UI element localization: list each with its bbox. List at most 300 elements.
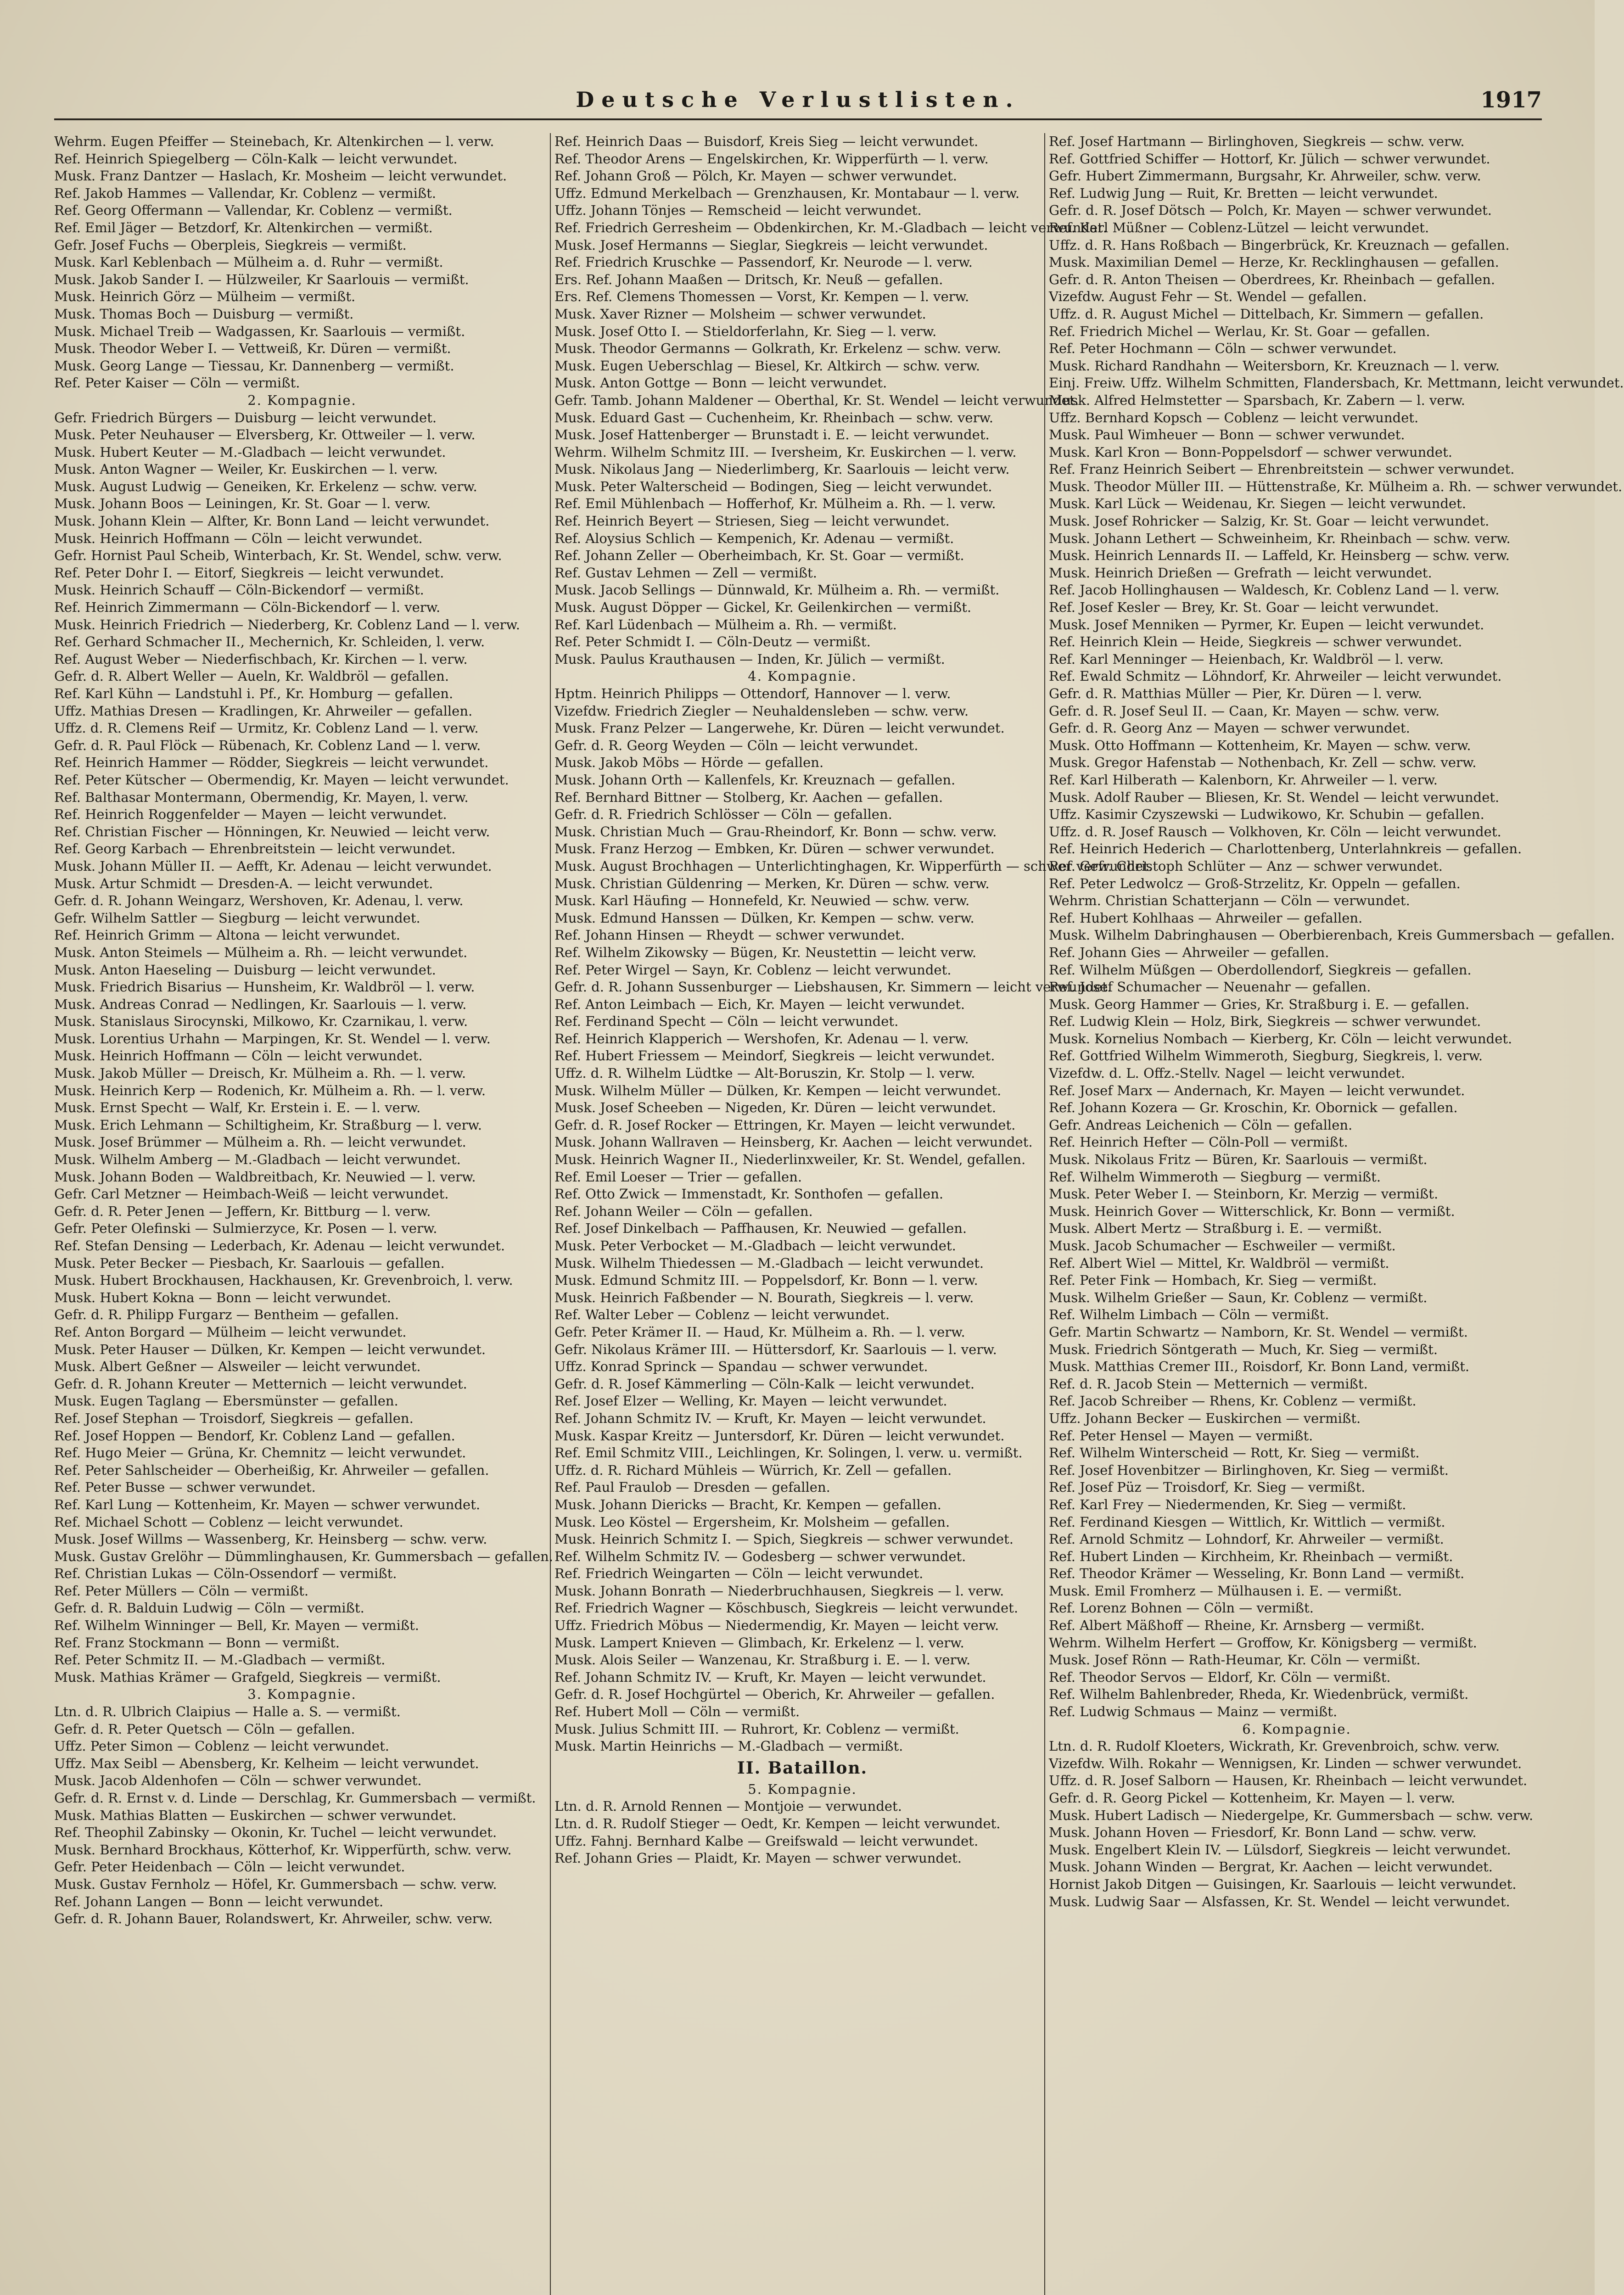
casualty-entry: Ltn. d. R. Rudolf Stieger — Oedt, Kr. Kempen — leicht verwundet. (554, 1816, 1001, 1831)
casualty-entry: Ref. Gottfried Wilhelm Wimmeroth, Siegburg, Siegkreis, l. verw. (1049, 1048, 1483, 1064)
casualty-entry: Ref. Heinrich Hederich — Charlottenberg, Unterlahnkreis — gefallen. (1049, 841, 1522, 857)
casualty-entry: Musk. Mathias Blatten — Euskirchen — schwer verwundet. (54, 1807, 457, 1823)
casualty-entry: Ref. Karl Kühn — Landstuhl i. Pf., Kr. Homburg — gefallen. (54, 686, 454, 701)
casualty-entry: Musk. Albert Mertz — Straßburg i. E. — vermißt. (1049, 1220, 1382, 1237)
casualty-entry: Ltn. d. R. Ulbrich Claipius — Halle a. S. — vermißt. (54, 1704, 401, 1720)
casualty-entry: Ref. Josef Kesler — Brey, Kr. St. Goar — leicht verwundet. (1049, 599, 1439, 616)
casualty-entry: Ref. Peter Schmidt I. — Cöln-Deutz — vermißt. (554, 634, 871, 650)
casualty-entry: Musk. Peter Weber I. — Steinborn, Kr. Merzig — vermißt. (1049, 1186, 1439, 1202)
casualty-entry: Ref. Friedrich Gerresheim — Obdenkirchen, Kr. M.-Gladbach — leicht verwundet. (554, 219, 1107, 235)
casualty-entry: Musk. Edmund Hanssen — Dülken, Kr. Kempen — schw. verw. (554, 910, 974, 926)
casualty-entry: Ref. Josef Dinkelbach — Paffhausen, Kr. Neuwied — gefallen. (554, 1220, 967, 1237)
casualty-entry: Musk. Gustav Fernholz — Höfel, Kr. Gummersbach — schw. verw. (54, 1876, 497, 1892)
casualty-entry: Ref. Heinrich Hammer — Rödder, Siegkreis — leicht verwundet. (54, 755, 489, 771)
casualty-entry: Musk. Engelbert Klein IV. — Lülsdorf, Siegkreis — leicht verwundet. (1049, 1842, 1511, 1858)
casualty-entry: Musk. Christian Much — Grau-Rheindorf, Kr. Bonn — schw. verw. (554, 823, 997, 840)
casualty-entry: Gefr. d. R. Friedrich Schlösser — Cöln — gefallen. (554, 806, 892, 823)
casualty-entry: Ref. Josef Hovenbitzer — Birlinghoven, Kr. Sieg — vermißt. (1049, 1462, 1449, 1478)
casualty-entry: Musk. Paulus Krauthausen — Inden, Kr. Jülich — vermißt. (554, 651, 945, 667)
section-heading: 3. Kompagnie. (247, 1686, 357, 1702)
casualty-entry: Ref. Christian Lukas — Cöln-Ossendorf — vermißt. (54, 1566, 397, 1582)
casualty-entry: Ref. Stefan Densing — Lederbach, Kr. Adenau — leicht verwundet. (54, 1238, 505, 1254)
casualty-entry: Musk. Eugen Taglang — Ebersmünster — gefallen. (54, 1393, 398, 1409)
casualty-entry: Ref. Josef Püz — Troisdorf, Kr. Sieg — vermißt. (1049, 1479, 1366, 1495)
text-column-right (1049, 133, 1624, 1910)
casualty-entry: Gefr. d. R. Albert Weller — Aueln, Kr. Waldbröl — gefallen. (54, 668, 449, 684)
casualty-entry: Uffz. Kasimir Czyszewski — Ludwikowo, Kr. Schubin — gefallen. (1049, 806, 1484, 823)
casualty-entry: Musk. Eduard Gast — Cuchenheim, Kr. Rheinbach — schw. verw. (554, 409, 993, 425)
casualty-entry: Musk. Adolf Rauber — Bliesen, Kr. St. Wendel — leicht verwundet. (1049, 789, 1500, 805)
casualty-entry: Ref. Aloysius Schlich — Kempenich, Kr. Adenau — vermißt. (554, 530, 954, 546)
casualty-entry: Gefr. Andreas Leichenich — Cöln — gefallen. (1049, 1117, 1353, 1133)
casualty-entry: Ref. Wilhelm Winninger — Bell, Kr. Mayen — vermißt. (54, 1618, 420, 1634)
casualty-entry: Musk. Alois Seiler — Wanzenau, Kr. Straßburg i. E. — l. verw. (554, 1652, 971, 1668)
casualty-entry: Musk. Friedrich Söntgerath — Much, Kr. Sieg — vermißt. (1049, 1341, 1438, 1357)
casualty-entry: Ref. Karl Lung — Kottenheim, Kr. Mayen — schwer verwundet. (54, 1496, 481, 1512)
casualty-entry: Einj. Freiw. Uffz. Wilhelm Schmitten, Flandersbach, Kr. Mettmann, leicht verwundet. (1049, 375, 1624, 391)
casualty-entry: Ref. Wilhelm Limbach — Cöln — vermißt. (1049, 1307, 1329, 1323)
casualty-entry: Wehrm. Eugen Pfeiffer — Steinebach, Kr. Altenkirchen — l. verw. (54, 134, 494, 149)
casualty-entry: Vizefdw. Friedrich Ziegler — Neuhaldensleben — schw. verw. (554, 703, 969, 719)
casualty-entry: Ref. Theodor Arens — Engelskirchen, Kr. Wipperfürth — l. verw. (554, 151, 989, 167)
casualty-entry: Uffz. Friedrich Möbus — Niedermendig, Kr. Mayen — leicht verw. (554, 1618, 999, 1634)
casualty-entry: Ref. Emil Schmitz VIII., Leichlingen, Kr. Solingen, l. verw. u. vermißt. (554, 1445, 1023, 1461)
casualty-entry: Musk. Otto Hoffmann — Kottenheim, Kr. Mayen — schw. verw. (1049, 737, 1471, 753)
casualty-entry: Ref. Michael Schott — Coblenz — leicht verwundet. (54, 1514, 403, 1530)
casualty-entry: Gefr. d. R. Paul Flöck — Rübenach, Kr. Coblenz Land — l. verw. (54, 737, 481, 753)
casualty-entry: Gefr. d. R. Philipp Furgarz — Bentheim — gefallen. (54, 1307, 399, 1323)
casualty-entry: Ref. Hubert Moll — Cöln — vermißt. (554, 1704, 800, 1720)
casualty-entry: Ref. Peter Sahlscheider — Oberheißig, Kr. Ahrweiler — gefallen. (54, 1462, 489, 1478)
casualty-entry: Gefr. d. R. Johann Weingarz, Wershoven, Kr. Adenau, l. verw. (54, 893, 464, 909)
casualty-entry: Musk. Peter Hauser — Dülken, Kr. Kempen — leicht verwundet. (54, 1341, 486, 1357)
casualty-entry: Musk. Heinrich Schmitz I. — Spich, Siegkreis — schwer verwundet. (554, 1531, 1014, 1547)
casualty-entry: Musk. Wilhelm Grießer — Saun, Kr. Coblenz — vermißt. (1049, 1289, 1428, 1305)
casualty-entry: Ref. Georg Offermann — Vallendar, Kr. Coblenz — vermißt. (54, 202, 453, 218)
casualty-entry: Ref. Peter Busse — schwer verwundet. (54, 1479, 316, 1495)
casualty-entry: Ers. Ref. Clemens Thomessen — Vorst, Kr. Kempen — l. verw. (554, 289, 969, 305)
casualty-entry: Musk. Georg Hammer — Gries, Kr. Straßburg i. E. — gefallen. (1049, 996, 1470, 1012)
casualty-entry: Musk. Richard Randhahn — Weitersborn, Kr. Kreuznach — l. verw. (1049, 358, 1500, 374)
casualty-entry: Gefr. d. R. Anton Theisen — Oberdrees, Kr. Rheinbach — gefallen. (1049, 271, 1495, 287)
casualty-entry: Musk. Xaver Rizner — Molsheim — schwer verwundet. (554, 306, 926, 322)
casualty-entry: Ltn. d. R. Arnold Rennen — Montjoie — verwundet. (554, 1798, 902, 1814)
casualty-entry: Ref. Peter Fink — Hombach, Kr. Sieg — vermißt. (1049, 1272, 1377, 1288)
casualty-entry: Musk. Johann Müller II. — Aefft, Kr. Adenau — leicht verwundet. (54, 858, 492, 874)
header-rule (54, 118, 1542, 120)
casualty-entry: Ref. Heinrich Hefter — Cöln-Poll — vermißt. (1049, 1134, 1348, 1150)
casualty-entry: Uffz. d. R. Josef Salborn — Hausen, Kr. Rheinbach — leicht verwundet. (1049, 1773, 1528, 1789)
casualty-entry: Ref. Friedrich Weingarten — Cöln — leicht verwundet. (554, 1566, 924, 1582)
casualty-entry: Ref. Johann Gies — Ahrweiler — gefallen. (1049, 944, 1329, 960)
casualty-entry: Uffz. d. R. August Michel — Dittelbach, Kr. Simmern — gefallen. (1049, 306, 1484, 322)
casualty-entry: Ref. Franz Stockmann — Bonn — vermißt. (54, 1634, 340, 1651)
casualty-entry: Musk. Hubert Keuter — M.-Gladbach — leicht verwundet. (54, 444, 446, 460)
casualty-entry: Musk. Jakob Sander I. — Hülzweiler, Kr Saarlouis — vermißt. (54, 271, 469, 287)
casualty-entry: Ref. Hubert Linden — Kirchheim, Kr. Rheinbach — vermißt. (1049, 1548, 1453, 1564)
casualty-entry: Gefr. Hubert Zimmermann, Burgsahr, Kr. Ahrweiler, schw. verw. (1049, 168, 1481, 184)
casualty-entry: Ref. Johann Zeller — Oberheimbach, Kr. St. Goar — vermißt. (554, 548, 964, 564)
casualty-entry: Musk. Jacob Aldenhofen — Cöln — schwer verwundet. (54, 1773, 422, 1789)
casualty-entry: Musk. Matthias Cremer III., Roisdorf, Kr. Bonn Land, vermißt. (1049, 1359, 1470, 1375)
section-heading: 5. Kompagnie. (748, 1781, 857, 1797)
casualty-entry: Musk. Heinrich Görz — Mülheim — vermißt. (54, 289, 356, 305)
casualty-entry: Musk. Wilhelm Dabringhausen — Oberbierenbach, Kreis Gummersbach — gefallen. (1049, 927, 1615, 943)
casualty-entry: Ref. Heinrich Klapperich — Wershofen, Kr. Adenau — l. verw. (554, 1030, 969, 1047)
casualty-entry: Musk. Gregor Hafenstab — Nothenbach, Kr. Zell — schw. verw. (1049, 755, 1477, 771)
casualty-entry: Musk. Heinrich Gover — Witterschlick, Kr. Bonn — vermißt. (1049, 1203, 1455, 1219)
casualty-entry: Musk. Theodor Müller III. — Hüttenstraße, Kr. Mülheim a. Rh. — schwer verwundet. (1049, 478, 1623, 494)
casualty-entry: Musk. Johann Bonrath — Niederbruchhausen, Siegkreis — l. verw. (554, 1583, 1004, 1599)
casualty-entry: Musk. Theodor Weber I. — Vettweiß, Kr. Düren — vermißt. (54, 341, 451, 357)
casualty-entry: Ref. Anton Leimbach — Eich, Kr. Mayen — leicht verwundet. (554, 996, 965, 1012)
casualty-entry: Musk. Karl Häufing — Honnefeld, Kr. Neuwied — schw. verw. (554, 893, 970, 909)
casualty-entry: Musk. Jakob Möbs — Hörde — gefallen. (554, 755, 824, 771)
casualty-entry: Gefr. d. R. Peter Jenen — Jeffern, Kr. Bittburg — l. verw. (54, 1203, 431, 1219)
section-heading: 2. Kompagnie. (247, 392, 357, 408)
casualty-entry: Ref. Wilhelm Zikowsky — Bügen, Kr. Neustettin — leicht verw. (554, 944, 977, 960)
casualty-entry: Ref. August Weber — Niederfischbach, Kr. Kirchen — l. verw. (54, 651, 468, 667)
casualty-entry: Musk. Wilhelm Amberg — M.-Gladbach — leicht verwundet. (54, 1152, 461, 1168)
casualty-entry: Uffz. Johann Tönjes — Remscheid — leicht verwundet. (554, 202, 922, 218)
casualty-entry: Wehrm. Wilhelm Herfert — Groffow, Kr. Königsberg — vermißt. (1049, 1634, 1477, 1651)
casualty-entry: Gefr. Friedrich Bürgers — Duisburg — leicht verwundet. (54, 409, 437, 425)
casualty-entry: Ref. Paul Fraulob — Dresden — gefallen. (554, 1479, 830, 1495)
casualty-entry: Musk. Franz Dantzer — Haslach, Kr. Mosheim — leicht verwundet. (54, 168, 507, 184)
casualty-entry: Wehrm. Christian Schatterjann — Cöln — verwundet. (1049, 893, 1410, 909)
casualty-entry: Musk. Heinrich Kerp — Rodenich, Kr. Mülheim a. Rh. — l. verw. (54, 1082, 486, 1098)
casualty-entry: Musk. Theodor Germanns — Golkrath, Kr. Erkelenz — schw. verw. (554, 341, 1002, 357)
casualty-entry: Gefr. d. R. Georg Weyden — Cöln — leicht verwundet. (554, 737, 918, 753)
casualty-entry: Vizefdw. d. L. Offz.-Stellv. Nagel — leicht verwundet. (1049, 1065, 1406, 1081)
casualty-entry: Ref. d. R. Jacob Stein — Metternich — vermißt. (1049, 1376, 1368, 1392)
casualty-entry: Musk. Alfred Helmstetter — Sparsbach, Kr. Zabern — l. verw. (1049, 392, 1466, 408)
casualty-entry: Ref. Franz Heinrich Seibert — Ehrenbreitstein — schwer verwundet. (1049, 461, 1515, 477)
casualty-entry: Ref. Gefr. Christoph Schlüter — Anz — schwer verwundet. (1049, 858, 1443, 874)
casualty-entry: Musk. Heinrich Schauff — Cöln-Bickendorf — vermißt. (54, 582, 424, 598)
casualty-entry: Uffz. d. R. Hans Roßbach — Bingerbrück, Kr. Kreuznach — gefallen. (1049, 237, 1510, 253)
casualty-entry: Ref. Emil Jäger — Betzdorf, Kr. Altenkirchen — vermißt. (54, 219, 433, 235)
casualty-entry: Vizefdw. August Fehr — St. Wendel — gefallen. (1049, 289, 1367, 305)
casualty-entry: Gefr. d. R. Johann Sussenburger — Liebshausen, Kr. Simmern — leicht verwundet. (554, 979, 1112, 995)
casualty-entry: Ref. Theodor Krämer — Wesseling, Kr. Bonn Land — vermißt. (1049, 1566, 1465, 1582)
casualty-entry: Musk. Johann Boos — Leiningen, Kr. St. Goar — l. verw. (54, 496, 431, 512)
casualty-entry: Ref. Hubert Friessem — Meindorf, Siegkreis — leicht verwundet. (554, 1048, 995, 1064)
casualty-entry: Gefr. d. R. Josef Kämmerling — Cöln-Kalk — leicht verwundet. (554, 1376, 975, 1392)
casualty-entry: Ref. Wilhelm Schmitz IV. — Godesberg — schwer verwundet. (554, 1548, 966, 1564)
casualty-entry: Ref. Theophil Zabinsky — Okonin, Kr. Tuchel — leicht verwundet. (54, 1825, 497, 1841)
casualty-entry: Musk. Heinrich Friedrich — Niederberg, Kr. Coblenz Land — l. verw. (54, 616, 520, 633)
casualty-entry: Gefr. d. R. Georg Pickel — Kottenheim, Kr. Mayen — l. verw. (1049, 1790, 1456, 1806)
casualty-entry: Gefr. d. R. Peter Quetsch — Cöln — gefallen. (54, 1721, 355, 1737)
casualty-entry: Musk. August Ludwig — Geneiken, Kr. Erkelenz — schw. verw. (54, 478, 477, 494)
casualty-entry: Ref. Albert Mäßhoff — Rheine, Kr. Arnsberg — vermißt. (1049, 1618, 1425, 1634)
casualty-entry: Musk. Albert Geßner — Alsweiler — leicht verwundet. (54, 1359, 421, 1375)
casualty-entry: Ref. Johann Weiler — Cöln — gefallen. (554, 1203, 813, 1219)
casualty-entry: Musk. Heinrich Hoffmann — Cöln — leicht verwundet. (54, 530, 423, 546)
casualty-entry: Musk. Eugen Ueberschlag — Biesel, Kr. Altkirch — schw. verw. (554, 358, 980, 374)
casualty-entry: Musk. Mathias Krämer — Grafgeld, Siegkreis — vermißt. (54, 1669, 441, 1685)
casualty-entry: Ref. Emil Mühlenbach — Hofferhof, Kr. Mülheim a. Rh. — l. verw. (554, 496, 996, 512)
casualty-entry: Ref. Bernhard Bittner — Stolberg, Kr. Aachen — gefallen. (554, 789, 943, 805)
casualty-entry: Ref. Hugo Meier — Grüna, Kr. Chemnitz — leicht verwundet. (54, 1445, 466, 1461)
casualty-entry: Gefr. Carl Metzner — Heimbach-Weiß — leicht verwundet. (54, 1186, 449, 1202)
casualty-entry: Musk. Peter Becker — Piesbach, Kr. Saarlouis — gefallen. (54, 1255, 445, 1271)
casualty-entry: Gefr. Peter Olefinski — Sulmierzyce, Kr. Posen — l. verw. (54, 1220, 437, 1237)
casualty-entry: Uffz. Fahnj. Bernhard Kalbe — Greifswald — leicht verwundet. (554, 1833, 979, 1849)
casualty-entry: Musk. Karl Keblenbach — Mülheim a. d. Ruhr — vermißt. (54, 254, 443, 270)
section-heading: 4. Kompagnie. (748, 668, 857, 684)
casualty-entry: Musk. Georg Lange — Tiessau, Kr. Dannenberg — vermißt. (54, 358, 454, 374)
casualty-entry: Ref. Heinrich Roggenfelder — Mayen — leicht verwundet. (54, 806, 447, 823)
casualty-entry: Musk. Ernst Specht — Walf, Kr. Erstein i. E. — l. verw. (54, 1100, 421, 1116)
casualty-entry: Musk. Josef Hattenberger — Brunstadt i. E. — leicht verwundet. (554, 427, 990, 443)
casualty-entry: Hornist Jakob Ditgen — Guisingen, Kr. Saarlouis — leicht verwundet. (1049, 1876, 1517, 1892)
casualty-entry: Musk. Franz Pelzer — Langerwehe, Kr. Düren — leicht verwundet. (554, 720, 1005, 736)
casualty-entry: Musk. Heinrich Lennards II. — Laffeld, Kr. Heinsberg — schw. verw. (1049, 548, 1510, 564)
casualty-entry: Ref. Karl Hilberath — Kalenborn, Kr. Ahrweiler — l. verw. (1049, 772, 1438, 788)
casualty-entry: Ref. Ferdinand Specht — Cöln — leicht verwundet. (554, 1013, 899, 1030)
casualty-entry: Gefr. d. R. Balduin Ludwig — Cöln — vermißt. (54, 1600, 364, 1616)
text-column-left (54, 133, 554, 1928)
casualty-entry: Uffz. Peter Simon — Coblenz — leicht verwundet. (54, 1738, 389, 1754)
casualty-entry: Ref. Peter Schmitz II. — M.-Gladbach — vermißt. (54, 1652, 386, 1668)
casualty-entry: Uffz. d. R. Clemens Reif — Urmitz, Kr. Coblenz Land — l. verw. (54, 720, 479, 736)
casualty-entry: Gefr. Peter Krämer II. — Haud, Kr. Mülheim a. Rh. — l. verw. (554, 1324, 965, 1340)
casualty-entry: Ref. Johann Groß — Pölch, Kr. Mayen — schwer verwundet. (554, 168, 957, 184)
casualty-entry: Ref. Peter Müllers — Cöln — vermißt. (54, 1583, 309, 1599)
casualty-entry: Gefr. Josef Fuchs — Oberpleis, Siegkreis — vermißt. (54, 237, 407, 253)
casualty-entry: Musk. Heinrich Drießen — Grefrath — leicht verwundet. (1049, 565, 1432, 581)
casualty-entry: Ref. Jacob Hollinghausen — Waldesch, Kr. Coblenz Land — l. verw. (1049, 582, 1500, 598)
casualty-entry: Musk. Michael Treib — Wadgassen, Kr. Saarlouis — vermißt. (54, 323, 465, 339)
casualty-entry: Ref. Heinrich Grimm — Altona — leicht verwundet. (54, 927, 400, 943)
casualty-entry: Musk. Christian Güldenring — Merken, Kr. Düren — schw. verw. (554, 875, 990, 891)
casualty-entry: Ref. Ewald Schmitz — Löhndorf, Kr. Ahrweiler — leicht verwundet. (1049, 668, 1502, 684)
casualty-entry: Ref. Arnold Schmitz — Lohndorf, Kr. Ahrweiler — vermißt. (1049, 1531, 1444, 1547)
casualty-entry: Musk. Nikolaus Jang — Niederlimberg, Kr. Saarlouis — leicht verw. (554, 461, 1010, 477)
casualty-entry: Musk. Friedrich Bisarius — Hunsheim, Kr. Waldbröl — l. verw. (54, 979, 475, 995)
casualty-entry: Ref. Christian Fischer — Hönningen, Kr. Neuwied — leicht verw. (54, 823, 490, 840)
casualty-entry: Gefr. d. R. Josef Rocker — Ettringen, Kr. Mayen — leicht verwundet. (554, 1117, 1016, 1133)
casualty-entry: Uffz. Konrad Sprinck — Spandau — schwer verwundet. (554, 1359, 928, 1375)
casualty-entry: Ref. Josef Stephan — Troisdorf, Siegkreis — gefallen. (54, 1410, 414, 1426)
casualty-entry: Musk. August Döpper — Gickel, Kr. Geilenkirchen — vermißt. (554, 599, 972, 616)
casualty-entry: Vizefdw. Wilh. Rokahr — Wennigsen, Kr. Linden — schwer verwundet. (1049, 1755, 1522, 1771)
casualty-entry: Musk. Karl Kron — Bonn-Poppelsdorf — schwer verwundet. (1049, 444, 1452, 460)
casualty-entry: Ltn. d. R. Rudolf Kloeters, Wickrath, Kr. Grevenbroich, schw. verw. (1049, 1738, 1500, 1754)
casualty-entry: Ref. Peter Kaiser — Cöln — vermißt. (54, 375, 300, 391)
casualty-entry: Musk. Anton Steimels — Mülheim a. Rh. — leicht verwundet. (54, 944, 468, 960)
casualty-entry: Musk. Hubert Kokna — Bonn — leicht verwundet. (54, 1289, 392, 1305)
casualty-entry: Ref. Emil Loeser — Trier — gefallen. (554, 1169, 802, 1185)
casualty-entry: Ref. Josef Elzer — Welling, Kr. Mayen — leicht verwundet. (554, 1393, 947, 1409)
casualty-entry: Ref. Heinrich Spiegelberg — Cöln-Kalk — leicht verwundet. (54, 151, 458, 167)
casualty-entry: Ref. Friedrich Kruschke — Passendorf, Kr. Neurode — l. verw. (554, 254, 973, 270)
publication-title: Deutsche Verlustlisten. (576, 87, 1020, 112)
casualty-entry: Gefr. Hornist Paul Scheib, Winterbach, Kr. St. Wendel, schw. verw. (54, 548, 502, 564)
casualty-entry: Ref. Ludwig Jung — Ruit, Kr. Bretten — leicht verwundet. (1049, 185, 1438, 201)
casualty-entry: Gefr. d. R. Ernst v. d. Linde — Derschlag, Kr. Gummersbach — vermißt. (54, 1790, 536, 1806)
casualty-entry: Gefr. Tamb. Johann Maldener — Oberthal, Kr. St. Wendel — leicht verwundet. (554, 392, 1079, 408)
casualty-entry: Ref. Albert Wiel — Mittel, Kr. Waldbröl — vermißt. (1049, 1255, 1389, 1271)
casualty-entry: Ref. Jakob Hammes — Vallendar, Kr. Coblenz — vermißt. (54, 185, 437, 201)
casualty-entry: Ref. Johann Schmitz IV. — Kruft, Kr. Mayen — leicht verwundet. (554, 1669, 986, 1685)
casualty-entry: Musk. Andreas Conrad — Nedlingen, Kr. Saarlouis — l. verw. (54, 996, 467, 1012)
casualty-entry: Ref. Heinrich Klein — Heide, Siegkreis — schwer verwundet. (1049, 634, 1462, 650)
casualty-entry: Musk. Josef Scheeben — Nigeden, Kr. Düren — leicht verwundet. (554, 1100, 997, 1116)
casualty-entry: Musk. Johann Lethert — Schweinheim, Kr. Rheinbach — schw. verw. (1049, 530, 1511, 546)
casualty-entry: Ref. Anton Borgard — Mülheim — leicht verwundet. (54, 1324, 407, 1340)
casualty-entry: Ref. Gustav Lehmen — Zell — vermißt. (554, 565, 817, 581)
casualty-entry: Ref. Wilhelm Müßgen — Oberdollendorf, Siegkreis — gefallen. (1049, 962, 1472, 978)
casualty-entry: Musk. Kornelius Nombach — Kierberg, Kr. Cöln — leicht verwundet. (1049, 1030, 1512, 1047)
section-heading: 6. Kompagnie. (1242, 1721, 1351, 1737)
casualty-entry: Ref. Gerhard Schmacher II., Mechernich, Kr. Schleiden, l. verw. (54, 634, 485, 650)
casualty-entry: Gefr. d. R. Josef Dötsch — Polch, Kr. Mayen — schwer verwundet. (1049, 202, 1492, 218)
casualty-entry: Gefr. d. R. Georg Anz — Mayen — schwer verwundet. (1049, 720, 1410, 736)
casualty-entry: Ref. Walter Leber — Coblenz — leicht verwundet. (554, 1307, 890, 1323)
casualty-entry: Uffz. Max Seibl — Abensberg, Kr. Kelheim — leicht verwundet. (54, 1755, 479, 1771)
casualty-entry: Musk. Anton Gottge — Bonn — leicht verwundet. (554, 375, 887, 391)
casualty-entry: Musk. Jacob Sellings — Dünnwald, Kr. Mülheim a. Rh. — vermißt. (554, 582, 1000, 598)
casualty-entry: Musk. Gustav Grelöhr — Dümmlinghausen, Kr. Gummersbach — gefallen. (54, 1548, 554, 1564)
casualty-entry: Musk. Edmund Schmitz III. — Poppelsdorf, Kr. Bonn — l. verw. (554, 1272, 978, 1288)
casualty-entry: Gefr. d. R. Johann Bauer, Rolandswert, Kr. Ahrweiler, schw. verw. (54, 1911, 493, 1927)
casualty-entry: Musk. Josef Rohricker — Salzig, Kr. St. Goar — leicht verwundet. (1049, 513, 1490, 529)
casualty-entry: Ref. Friedrich Wagner — Köschbusch, Siegkreis — leicht verwundet. (554, 1600, 1019, 1616)
casualty-entry: Ref. Peter Wirgel — Sayn, Kr. Coblenz — leicht verwundet. (554, 962, 952, 978)
page-number: 1917 (1480, 87, 1542, 113)
casualty-entry: Ref. Peter Hensel — Mayen — vermißt. (1049, 1427, 1313, 1444)
casualty-entry: Musk. Johann Winden — Bergrat, Kr. Aachen — leicht verwundet. (1049, 1859, 1493, 1875)
casualty-entry: Uffz. d. R. Richard Mühleis — Würrich, Kr. Zell — gefallen. (554, 1462, 952, 1478)
casualty-entry: Musk. Nikolaus Fritz — Büren, Kr. Saarlouis — vermißt. (1049, 1152, 1428, 1168)
casualty-entry: Musk. Jakob Müller — Dreisch, Kr. Mülheim a. Rh. — l. verw. (54, 1065, 466, 1081)
casualty-entry: Uffz. Johann Becker — Euskirchen — vermißt. (1049, 1410, 1361, 1426)
casualty-entry: Musk. Emil Fromherz — Mülhausen i. E. — vermißt. (1049, 1583, 1402, 1599)
casualty-entry: Ref. Peter Ledwolcz — Groß-Strzelitz, Kr. Oppeln — gefallen. (1049, 875, 1461, 891)
casualty-entry: Musk. Johann Boden — Waldbreitbach, Kr. Neuwied — l. verw. (54, 1169, 476, 1185)
casualty-entry: Musk. Heinrich Hoffmann — Cöln — leicht verwundet. (54, 1048, 423, 1064)
casualty-entry: Ref. Johann Schmitz IV. — Kruft, Kr. Mayen — leicht verwundet. (554, 1410, 986, 1426)
casualty-entry: Uffz. Bernhard Kopsch — Coblenz — leicht verwundet. (1049, 409, 1419, 425)
casualty-entry: Musk. Jacob Schumacher — Eschweiler — vermißt. (1049, 1238, 1396, 1254)
casualty-entry: Musk. Josef Hermanns — Sieglar, Siegkreis — leicht verwundet. (554, 237, 988, 253)
casualty-entry: Musk. Josef Brümmer — Mülheim a. Rh. — leicht verwundet. (54, 1134, 466, 1150)
casualty-entry: Ref. Heinrich Zimmermann — Cöln-Bickendorf — l. verw. (54, 599, 441, 616)
casualty-entry: Gefr. d. R. Johann Kreuter — Metternich — leicht verwundet. (54, 1376, 467, 1392)
casualty-entry: Uffz. d. R. Wilhelm Lüdtke — Alt-Boruszin, Kr. Stolp — l. verw. (554, 1065, 975, 1081)
casualty-entry: Ref. Balthasar Montermann, Obermendig, Kr. Mayen, l. verw. (54, 789, 469, 805)
casualty-entry: Gefr. Nikolaus Krämer III. — Hüttersdorf, Kr. Saarlouis — l. verw. (554, 1341, 997, 1357)
casualty-entry: Musk. Martin Heinrichs — M.-Gladbach — vermißt. (554, 1738, 903, 1754)
casualty-entry: Musk. Johann Diericks — Bracht, Kr. Kempen — gefallen. (554, 1496, 941, 1512)
casualty-entry: Ref. Ludwig Schmaus — Mainz — vermißt. (1049, 1704, 1338, 1720)
casualty-entry: Musk. Ludwig Saar — Alsfassen, Kr. St. Wendel — leicht verwundet. (1049, 1893, 1510, 1909)
casualty-entry: Ref. Ludwig Klein — Holz, Birk, Siegkreis — schwer verwundet. (1049, 1013, 1481, 1030)
casualty-entry: Musk. Kaspar Kreitz — Juntersdorf, Kr. Düren — leicht verwundet. (554, 1427, 1005, 1444)
casualty-entry: Hptm. Heinrich Philipps — Ottendorf, Hannover — l. verw. (554, 686, 951, 701)
casualty-entry: Wehrm. Wilhelm Schmitz III. — Iversheim, Kr. Euskirchen — l. verw. (554, 444, 1017, 460)
casualty-entry: Musk. Paul Wimheuer — Bonn — schwer verwundet. (1049, 427, 1405, 443)
casualty-entry: Ref. Georg Karbach — Ehrenbreitstein — leicht verwundet. (54, 841, 456, 857)
casualty-entry: Musk. Johann Klein — Alfter, Kr. Bonn Land — leicht verwundet. (54, 513, 490, 529)
casualty-entry: Gefr. Martin Schwartz — Namborn, Kr. St. Wendel — vermißt. (1049, 1324, 1468, 1340)
casualty-entry: Musk. Johann Orth — Kallenfels, Kr. Kreuznach — gefallen. (554, 772, 956, 788)
section-heading: II. Bataillon. (737, 1758, 868, 1778)
casualty-entry: Ref. Otto Zwick — Immenstadt, Kr. Sonthofen — gefallen. (554, 1186, 944, 1202)
casualty-entry: Ref. Josef Schumacher — Neuenahr — gefallen. (1049, 979, 1371, 995)
casualty-entry: Musk. Erich Lehmann — Schiltigheim, Kr. Straßburg — l. verw. (54, 1117, 482, 1133)
casualty-entry: Ref. Josef Hoppen — Bendorf, Kr. Coblenz Land — gefallen. (54, 1427, 455, 1444)
casualty-entry: Musk. Johann Wallraven — Heinsberg, Kr. Aachen — leicht verwundet. (554, 1134, 1033, 1150)
casualty-entry: Musk. Josef Rönn — Rath-Heumar, Kr. Cöln — vermißt. (1049, 1652, 1421, 1668)
casualty-entry: Uffz. d. R. Josef Rausch — Volkhoven, Kr. Cöln — leicht verwundet. (1049, 823, 1501, 840)
casualty-entry: Musk. Artur Schmidt — Dresden-A. — leicht verwundet. (54, 875, 433, 891)
casualty-entry: Musk. Heinrich Wagner II., Niederlinxweiler, Kr. St. Wendel, gefallen. (554, 1152, 1026, 1168)
casualty-entry: Ref. Johann Hinsen — Rheydt — schwer verwundet. (554, 927, 905, 943)
casualty-entry: Musk. Leo Köstel — Ergersheim, Kr. Molsheim — gefallen. (554, 1514, 950, 1530)
casualty-entry: Ref. Johann Kozera — Gr. Kroschin, Kr. Obornick — gefallen. (1049, 1100, 1458, 1116)
casualty-entry: Gefr. d. R. Josef Hochgürtel — Oberich, Kr. Ahrweiler — gefallen. (554, 1686, 995, 1702)
casualty-entry: Ref. Wilhelm Winterscheid — Rott, Kr. Sieg — vermißt. (1049, 1445, 1420, 1461)
casualty-entry: Musk. Heinrich Faßbender — N. Bourath, Siegkreis — l. verw. (554, 1289, 974, 1305)
casualty-entry: Ref. Karl Lüdenbach — Mülheim a. Rh. — vermißt. (554, 616, 897, 633)
casualty-entry: Ref. Karl Frey — Niedermenden, Kr. Sieg — vermißt. (1049, 1496, 1406, 1512)
casualty-entry: Musk. Anton Wagner — Weiler, Kr. Euskirchen — l. verw. (54, 461, 438, 477)
casualty-entry: Ref. Johann Langen — Bonn — leicht verwundet. (54, 1893, 384, 1909)
casualty-entry: Ref. Heinrich Beyert — Striesen, Sieg — leicht verwundet. (554, 513, 950, 529)
casualty-entry: Musk. Josef Willms — Wassenberg, Kr. Heinsberg — schw. verw. (54, 1531, 487, 1547)
casualty-entry: Musk. Julius Schmitt III. — Ruhrort, Kr. Coblenz — vermißt. (554, 1721, 959, 1737)
text-column-middle (554, 133, 1153, 1867)
casualty-entry: Musk. Josef Otto I. — Stieldorferlahn, Kr. Sieg — l. verw. (554, 323, 937, 339)
casualty-entry: Musk. Lampert Knieven — Glimbach, Kr. Erkelenz — l. verw. (554, 1634, 964, 1651)
casualty-entry: Ref. Wilhelm Bahlenbreder, Rheda, Kr. Wiedenbrück, vermißt. (1049, 1686, 1469, 1702)
casualty-entry: Musk. Lorentius Urhahn — Marpingen, Kr. St. Wendel — l. verw. (54, 1030, 491, 1047)
casualty-entry: Ref. Lorenz Bohnen — Cöln — vermißt. (1049, 1600, 1314, 1616)
casualty-entry: Musk. Thomas Boch — Duisburg — vermißt. (54, 306, 354, 322)
casualty-entry: Musk. Wilhelm Müller — Dülken, Kr. Kempen — leicht verwundet. (554, 1082, 1002, 1098)
casualty-entry: Musk. Stanislaus Sirocynski, Milkowo, Kr. Czarnikau, l. verw. (54, 1013, 468, 1030)
casualty-entry: Ref. Theodor Servos — Eldorf, Kr. Cöln — vermißt. (1049, 1669, 1391, 1685)
casualty-entry: Musk. Hubert Brockhausen, Hackhausen, Kr. Grevenbroich, l. verw. (54, 1272, 513, 1288)
casualty-entry: Musk. Wilhelm Thiedessen — M.-Gladbach — leicht verwundet. (554, 1255, 984, 1271)
casualty-entry: Ref. Friedrich Michel — Werlau, Kr. St. Goar — gefallen. (1049, 323, 1430, 339)
casualty-entry: Ers. Ref. Johann Maaßen — Dritsch, Kr. Neuß — gefallen. (554, 271, 943, 287)
casualty-entry: Ref. Johann Gries — Plaidt, Kr. Mayen — schwer verwundet. (554, 1850, 962, 1866)
casualty-entry: Ref. Josef Marx — Andernach, Kr. Mayen — leicht verwundet. (1049, 1082, 1465, 1098)
casualty-entry: Uffz. Edmund Merkelbach — Grenzhausen, Kr. Montabaur — l. verw. (554, 185, 1020, 201)
casualty-entry: Ref. Josef Hartmann — Birlinghoven, Siegkreis — schw. verw. (1049, 134, 1465, 149)
casualty-entry: Gefr. Peter Heidenbach — Cöln — leicht verwundet. (54, 1859, 405, 1875)
casualty-entry: Musk. Karl Lück — Weidenau, Kr. Siegen — leicht verwundet. (1049, 496, 1467, 512)
casualty-entry: Gefr. d. R. Matthias Müller — Pier, Kr. Düren — l. verw. (1049, 686, 1422, 701)
casualty-entry: Musk. Hubert Ladisch — Niedergelpe, Kr. Gummersbach — schw. verw. (1049, 1807, 1534, 1823)
casualty-entry: Ref. Peter Kütscher — Obermendig, Kr. Mayen — leicht verwundet. (54, 772, 509, 788)
casualty-entry: Musk. Anton Haeseling — Duisburg — leicht verwundet. (54, 962, 436, 978)
column-divider (550, 133, 551, 2295)
casualty-entry: Ref. Ferdinand Kiesgen — Wittlich, Kr. Wittlich — vermißt. (1049, 1514, 1445, 1530)
casualty-entry: Musk. Bernhard Brockhaus, Kötterhof, Kr. Wipperfürth, schw. verw. (54, 1842, 512, 1858)
casualty-entry: Musk. Peter Walterscheid — Bodingen, Sieg — leicht verwundet. (554, 478, 992, 494)
casualty-entry: Ref. Heinrich Daas — Buisdorf, Kreis Sieg — leicht verwundet. (554, 134, 979, 149)
casualty-entry: Ref. Jacob Schreiber — Rhens, Kr. Coblenz — vermißt. (1049, 1393, 1417, 1409)
casualty-entry: Gefr. Wilhelm Sattler — Siegburg — leicht verwundet. (54, 910, 420, 926)
casualty-entry: Ref. Gottfried Schiffer — Hottorf, Kr. Jülich — schwer verwundet. (1049, 151, 1490, 167)
casualty-entry: Uffz. Mathias Dresen — Kradlingen, Kr. Ahrweiler — gefallen. (54, 703, 473, 719)
